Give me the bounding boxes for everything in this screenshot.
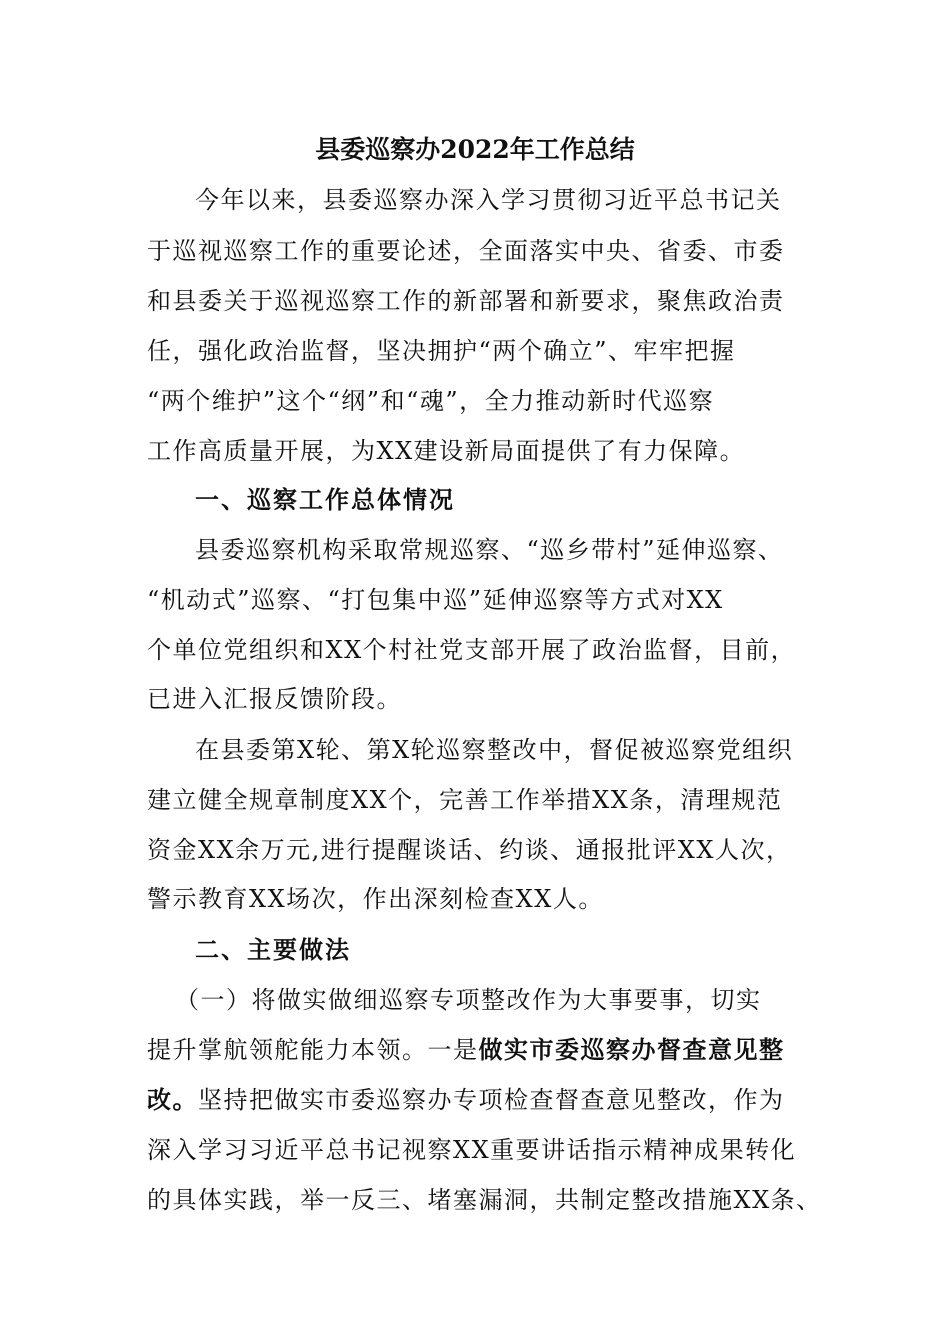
paragraph-line: 资金XX余万元,进行提醒谈话、约谈、通报批评XX人次， <box>147 836 792 864</box>
paragraph-line: 建立健全规章制度XX个，完善工作举措XX条，清理规范 <box>147 786 783 814</box>
paragraph-line: 工作高质量开展，为XX建设新局面提供了有力保障。 <box>147 437 746 465</box>
paragraph-line: 个单位党组织和XX个村社党支部开展了政治监督，目前， <box>147 636 797 664</box>
paragraph-line: 的具体实践，举一反三、堵塞漏洞，共制定整改措施XX条、 <box>147 1186 822 1214</box>
paragraph-text: 坚持把做实市委巡察办专项检查督查意见整改，作为 <box>198 1086 785 1114</box>
paragraph-line <box>147 1033 785 1067</box>
bold-emphasis: 改。 <box>147 1085 198 1114</box>
paragraph-line: 于巡视巡察工作的重要论述，全面落实中央、省委、市委 <box>147 237 785 265</box>
document-title: 县委巡察办2022年工作总结 <box>315 135 635 164</box>
paragraph-line: 县委巡察机构采取常规巡察、“巡乡带村”延伸巡察、 <box>195 536 784 564</box>
paragraph-line: 和县委关于巡视巡察工作的新部署和新要求，聚焦政治责 <box>147 287 785 315</box>
paragraph-text: 提升掌航领舵能力本领。一是 <box>147 1036 479 1064</box>
paragraph-line: “机动式”巡察、“打包集中巡”延伸巡察等方式对XX <box>147 586 724 614</box>
paragraph-line: 任，强化政治监督，坚决拥护“两个确立”、牢牢把握 <box>147 337 736 365</box>
section-heading-1: 一、巡察工作总体情况 <box>195 486 455 514</box>
section-heading-2: 二、主要做法 <box>195 936 351 964</box>
paragraph-line: 在县委第X轮、第X轮巡察整改中，督促被巡察党组织 <box>195 736 794 764</box>
paragraph-line: 已进入汇报反馈阶段。 <box>147 685 402 713</box>
paragraph-line: 今年以来，县委巡察办深入学习贯彻习近平总书记关 <box>195 186 782 214</box>
paragraph-line: “两个维护”这个“纲”和“魂”，全力推动新时代巡察 <box>147 387 715 415</box>
paragraph-line: （一）将做实做细巡察专项整改作为大事要事，切实 <box>175 986 762 1014</box>
paragraph-line: 警示教育XX场次，作出深刻检查XX人。 <box>147 885 604 913</box>
bold-emphasis: 做实市委巡察办督查意见整 <box>478 1035 785 1064</box>
paragraph-line: 深入学习习近平总书记视察XX重要讲话指示精神成果转化 <box>147 1136 797 1164</box>
paragraph-line <box>147 1083 785 1117</box>
